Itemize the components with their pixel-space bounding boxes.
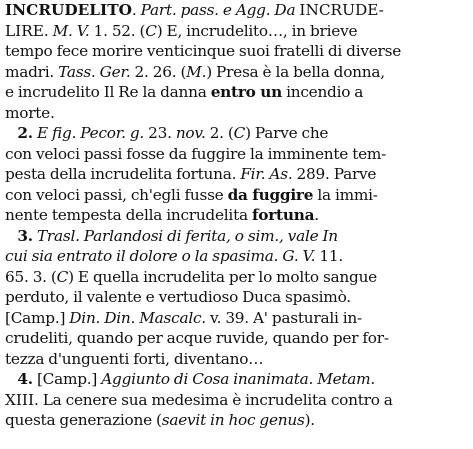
smallcaps-run: XIII xyxy=(5,390,35,409)
entry-line xyxy=(5,185,378,205)
entry-line xyxy=(5,123,328,143)
text-run: . La cenere sua medesima è incrudelita contro a xyxy=(34,390,393,409)
text-run xyxy=(5,227,17,245)
entry-line xyxy=(5,308,362,328)
entry-line xyxy=(5,62,385,82)
bold-run: 3. xyxy=(17,226,33,245)
entry-line xyxy=(5,21,357,41)
italic-run: C xyxy=(145,21,157,40)
italic-run: M. V. xyxy=(52,21,90,40)
text-run: crudeliti, quando per acque ruvide, quando per for- xyxy=(5,329,389,347)
text-run: con veloci passi fosse da fuggire la imminente tem- xyxy=(5,144,387,163)
text-run: v. 39. A' pasturali in- xyxy=(205,308,362,327)
text-run: ) Parve che xyxy=(245,124,329,142)
entry-line xyxy=(5,390,393,410)
text-run: ) E, incrudelito…, in brieve xyxy=(156,21,358,40)
entry-line xyxy=(5,246,343,266)
entry-line xyxy=(5,0,384,20)
entry-line xyxy=(5,349,263,369)
text-run: 289. Parve xyxy=(292,165,377,183)
italic-run: Fir. As. xyxy=(240,165,293,183)
italic-run: Aggiunto di Cosa inanimata. Metam. xyxy=(101,370,376,388)
italic-run: Part. pass. e Agg. Da xyxy=(140,1,300,19)
text-run: madri. xyxy=(5,62,59,81)
italic-run: Din. Din. Mascalc. xyxy=(69,308,206,327)
text-run: 11. xyxy=(315,247,343,265)
text-run: ). xyxy=(304,411,315,429)
bold-run: da fuggire xyxy=(227,185,314,204)
text-run xyxy=(5,370,17,388)
entry-line xyxy=(5,410,315,430)
entry-line xyxy=(5,144,386,164)
bold-run: 4. xyxy=(17,370,33,388)
italic-run: Tass. Ger. xyxy=(58,62,131,81)
text-run xyxy=(5,124,17,142)
entry-line xyxy=(5,369,375,389)
text-run: 1. 52. ( xyxy=(89,21,146,40)
entry-line xyxy=(5,205,319,225)
entry-line xyxy=(5,226,338,246)
text-run: 23. xyxy=(144,124,176,142)
text-run: . xyxy=(43,21,53,40)
text-run: tempo fece morire venticinque suoi fratelli di diverse xyxy=(5,42,402,60)
text-run: la immi- xyxy=(313,185,378,204)
text-run: tezza d'unguenti forti, diventano… xyxy=(5,349,264,368)
bold-run: entro un xyxy=(210,83,282,101)
bold-run: fortuna xyxy=(251,206,315,224)
entry-line xyxy=(5,164,376,184)
entry-line xyxy=(5,267,377,287)
text-run: nente tempesta della incrudelita xyxy=(5,206,252,224)
italic-run: cui sia entrato il dolore o la spasima. xyxy=(5,247,279,265)
text-run: 65. 3. ( xyxy=(5,267,57,286)
bold-run: 2. xyxy=(17,124,33,142)
entry-line xyxy=(5,287,351,307)
italic-run: nov. xyxy=(175,124,206,142)
italic-run: Trasl. Parlandosi di ferita, o sim., vale In xyxy=(36,226,338,245)
italic-run: saevit in hoc genus xyxy=(161,411,305,429)
text-run: [Camp.] xyxy=(32,370,102,388)
text-run: incendio a xyxy=(281,83,364,101)
text-run: ) Presa è la bella donna, xyxy=(206,62,385,81)
headword: INCRUDELITO xyxy=(5,1,132,19)
entry-line xyxy=(5,328,389,348)
smallcaps-run: LIRE xyxy=(5,21,44,40)
entry-line xyxy=(5,82,363,102)
text-run: . xyxy=(314,206,319,224)
text-run: ) E quella incrudelita per lo molto sangue xyxy=(68,267,377,286)
text-run: pesta della incrudelita fortuna. xyxy=(5,165,241,183)
text-run: questa generazione ( xyxy=(5,411,162,429)
text-run: perduto, il valente e vertudioso Duca spasimò. xyxy=(5,288,351,306)
italic-run: C xyxy=(233,124,246,142)
text-run: con veloci passi, ch'egli fusse xyxy=(5,185,228,204)
text-run: e incrudelito Il Re la danna xyxy=(5,83,211,101)
italic-run: C xyxy=(56,267,69,286)
italic-run: G. V. xyxy=(282,247,316,265)
entry-line xyxy=(5,103,55,123)
entry-line xyxy=(5,41,401,61)
text-run: 2. 26. ( xyxy=(130,62,187,81)
text-run: 2. ( xyxy=(205,124,234,142)
text-run: morte. xyxy=(5,103,55,122)
smallcaps-run: INCRUDE- xyxy=(299,1,384,19)
italic-run: M. xyxy=(186,62,207,81)
text-run: [Camp.] xyxy=(5,308,70,327)
text-run: . xyxy=(131,1,141,19)
italic-run: E fig. Pecor. g. xyxy=(36,124,144,142)
